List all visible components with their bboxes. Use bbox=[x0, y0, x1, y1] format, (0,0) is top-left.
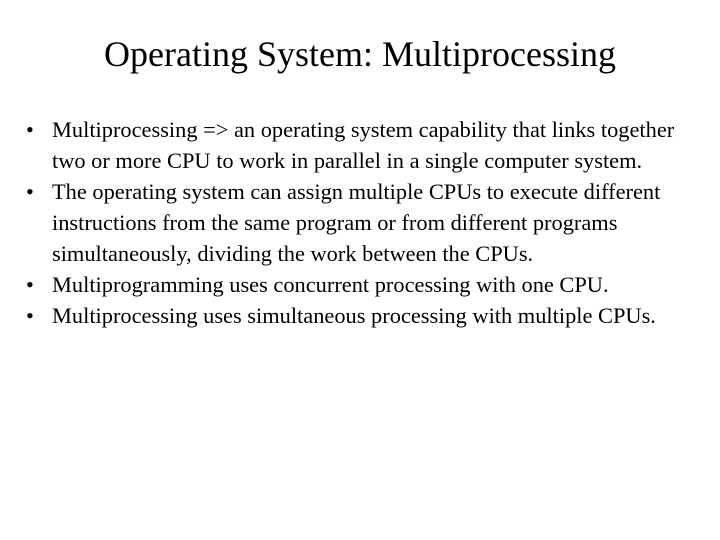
bullet-list bbox=[24, 114, 704, 331]
bullet-marker: • bbox=[26, 117, 34, 142]
bullet-text: Multiprocessing => an operating system capability that links together two or more CPU to work in parallel in a single computer system. bbox=[52, 117, 675, 173]
bullet-item bbox=[24, 114, 704, 176]
bullet-text: Multiprocessing uses simultaneous processing with multiple CPUs. bbox=[52, 303, 656, 328]
bullet-marker: • bbox=[26, 179, 34, 204]
bullet-marker: • bbox=[26, 272, 34, 297]
bullet-item bbox=[24, 269, 704, 300]
bullet-item bbox=[24, 300, 704, 331]
bullet-text: The operating system can assign multiple CPUs to execute different instructions from the same program or from different programs simultaneously, dividing the work between the CPUs. bbox=[52, 179, 661, 266]
slide-title: Operating System: Multiprocessing bbox=[104, 34, 616, 74]
bullet-marker: • bbox=[26, 303, 34, 328]
bullet-text: Multiprogramming uses concurrent processing with one CPU. bbox=[52, 272, 609, 297]
bullet-item bbox=[24, 176, 704, 269]
